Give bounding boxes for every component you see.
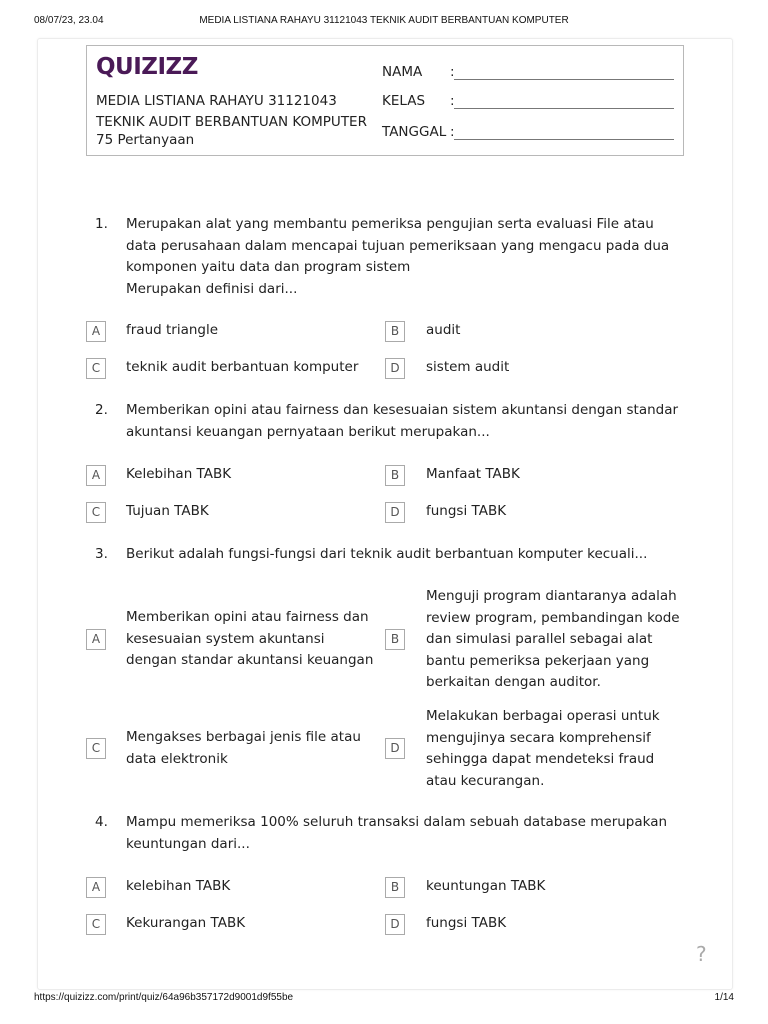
field-nama [382, 64, 455, 80]
option-text[interactable]: sistem audit [426, 359, 510, 375]
option-letter-box: D [385, 502, 405, 523]
question-count: 75 Pertanyaan [96, 132, 195, 148]
question-text: Berikut adalah fungsi-fungsi dari teknik audit berbantuan komputer kecuali... [126, 546, 648, 562]
option-text[interactable]: fungsi TABK [426, 503, 507, 519]
option-letter-box: A [86, 321, 106, 342]
question-text [126, 214, 686, 300]
option-text[interactable]: fraud triangle [126, 322, 219, 338]
option-letter-box: D [385, 738, 405, 759]
option-letter-box: C [86, 738, 106, 759]
option-text[interactable]: Melakukan berbagai operasi untuk mengujinya secara komprehensif sehingga dapat mendeteksi fraud atau kecurangan. [426, 708, 660, 789]
option-text[interactable]: Memberikan opini atau fairness dan kesesuaian system akuntansi dengan standar akuntansi keuangan [126, 609, 374, 668]
print-date: 08/07/23, 23.04 [34, 15, 104, 26]
option-text[interactable]: Manfaat TABK [426, 466, 520, 482]
field-nama-line[interactable] [454, 79, 674, 80]
option-letter-box: B [385, 629, 405, 650]
option-letter-box: D [385, 914, 405, 935]
field-colon: : [450, 64, 455, 80]
option-letter-box: C [86, 914, 106, 935]
quiz-title: MEDIA LISTIANA RAHAYU 31121043 TEKNIK AUDIT BERBANTUAN KOMPUTER [96, 93, 367, 130]
question-mark-icon[interactable]: ? [696, 942, 707, 966]
quizizz-logo: QUIZIZZ [96, 54, 198, 80]
option-letter-box: A [86, 465, 106, 486]
question-number: 3. [95, 546, 108, 562]
option-text[interactable]: Mengakses berbagai jenis file atau data elektronik [126, 729, 361, 767]
option-text[interactable]: Tujuan TABK [126, 503, 209, 519]
field-kelas-label: KELAS [382, 93, 426, 109]
field-tanggal-line[interactable] [454, 139, 674, 140]
option-text[interactable]: Kekurangan TABK [126, 915, 246, 931]
option-text[interactable]: audit [426, 322, 461, 338]
field-kelas-line[interactable] [454, 108, 674, 109]
option-text[interactable]: Menguji program diantaranya adalah review program, pembandingan kode dan simulasi parallel sebagai alat bantu pemeriksa pekerjaan yang berkaitan dengan auditor. [426, 588, 680, 690]
option-text[interactable]: fungsi TABK [426, 915, 507, 931]
question-text-line: Merupakan definisi dari... [126, 280, 298, 297]
field-kelas [382, 93, 455, 109]
option-letter-box: B [385, 465, 405, 486]
option-letter-box: C [86, 502, 106, 523]
field-colon: : [450, 93, 455, 109]
option-letter-box: D [385, 358, 405, 379]
option-text[interactable]: teknik audit berbantuan komputer [126, 359, 359, 375]
option-text[interactable]: keuntungan TABK [426, 878, 546, 894]
print-url: https://quizizz.com/print/quiz/64a96b357172d9001d9f55be [34, 992, 294, 1003]
option-letter-box: A [86, 877, 106, 898]
question-number: 1. [95, 216, 108, 232]
field-colon: : [450, 124, 455, 140]
field-tanggal-label: TANGGAL [382, 124, 447, 140]
field-nama-label: NAMA [382, 64, 423, 80]
print-title: MEDIA LISTIANA RAHAYU 31121043 TEKNIK AUDIT BERBANTUAN KOMPUTER [199, 15, 569, 26]
option-letter-box: A [86, 629, 106, 650]
print-footer [34, 992, 734, 1008]
option-letter-box: C [86, 358, 106, 379]
print-header [34, 15, 734, 31]
question-text: Mampu memeriksa 100% seluruh transaksi dalam sebuah database merupakan keuntungan dari... [126, 814, 668, 852]
question-text: Memberikan opini atau fairness dan kesesuaian sistem akuntansi dengan standar akuntansi keuangan pernyataan berikut merupakan... [126, 402, 679, 440]
question-number: 2. [95, 402, 108, 418]
question-text-line: Merupakan alat yang membantu pemeriksa pengujian serta evaluasi File atau data perusahaan dalam mencapai tujuan pemeriksaan yang mengacu pada dua komponen yaitu data dan program sistem [126, 216, 670, 275]
option-letter-box: B [385, 877, 405, 898]
option-text[interactable]: Kelebihan TABK [126, 466, 232, 482]
question-number: 4. [95, 814, 108, 830]
page-number: 1/14 [714, 992, 734, 1003]
option-text[interactable]: kelebihan TABK [126, 878, 231, 894]
field-tanggal [382, 124, 455, 140]
option-letter-box: B [385, 321, 405, 342]
